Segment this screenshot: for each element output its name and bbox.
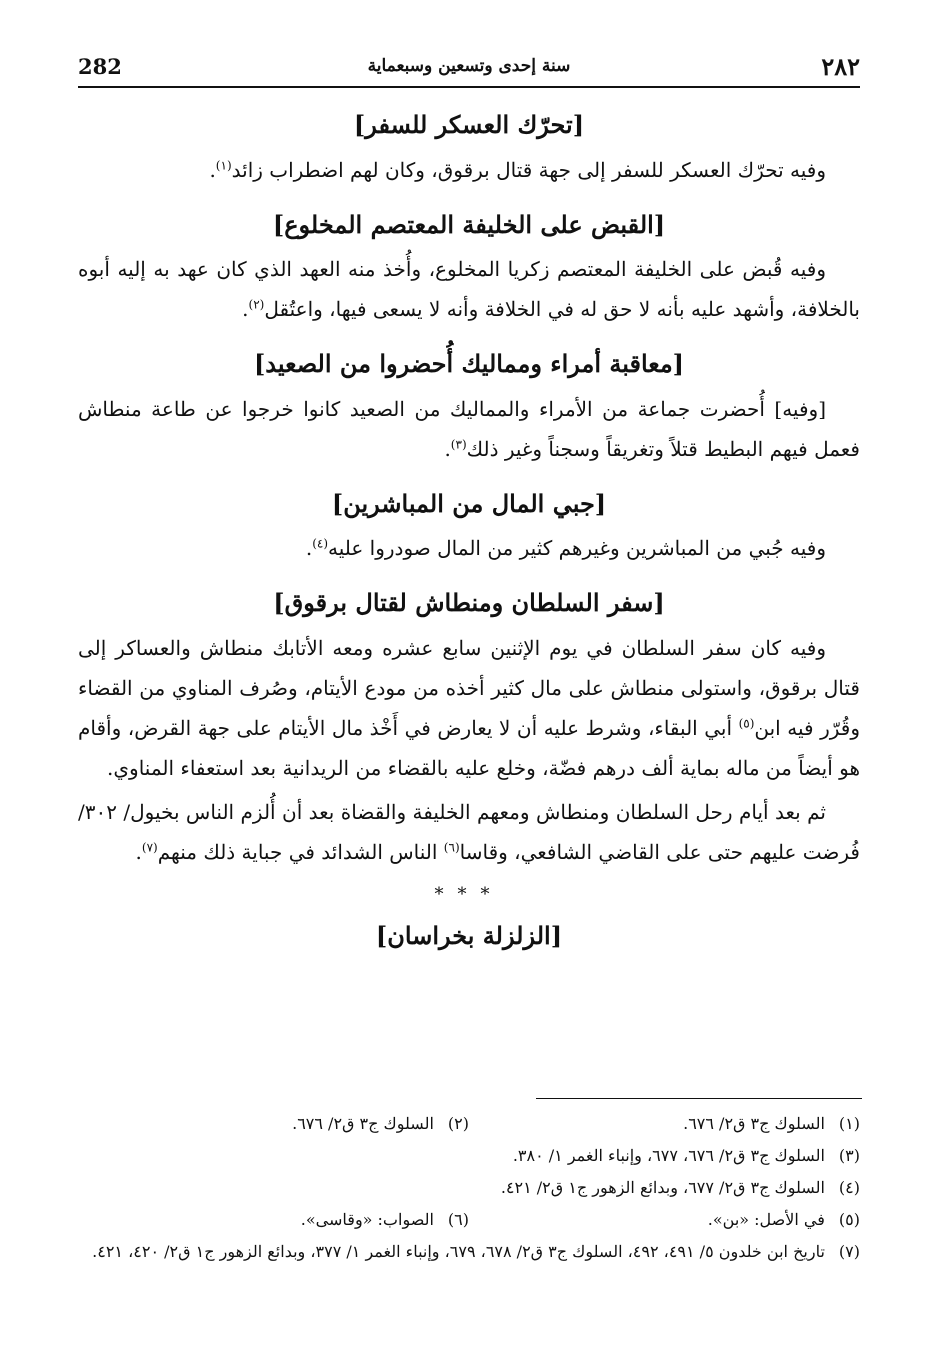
footnote-ref: (٦) (443, 840, 460, 855)
footnote: (٦) الصواب: «وقاسى». (300, 1210, 469, 1229)
section-heading: [جبي المال من المباشرين] (331, 488, 607, 518)
footnote-ref: (٥) (738, 716, 755, 731)
paragraph: [وفيه] أُحضرت جماعة من الأمراء والمماليك من الصعيد كانوا خرجوا عن طاعة منطاش فعمل فيهم البطيط قتلاً وتغريقاً وسجناً وغير ذلك$^{(٣)}$. (78, 396, 860, 461)
footnote-row (78, 1236, 860, 1268)
section-heading: [الزلزلة بخراسان] (375, 920, 563, 950)
page-number-latin: 282 (78, 54, 122, 79)
footnote-ref: (٣) (450, 437, 467, 452)
footnote: (٧) تاريخ ابن خلدون ٥/ ٤٩١، ٤٩٢، السلوك ج٣ ق٢/ ٦٧٨، ٦٧٩، وإنباء الغمر ١/ ٣٧٧، وبدائع الزهور ج١ ق٢/ ٤٢٠، ٤٢١. (92, 1242, 860, 1261)
section-heading: [سفر السلطان ومنطاش لقتال برقوق] (273, 588, 665, 618)
paragraph: وفيه تحرّك العسكر للسفر إلى جهة قتال برقوق، وكان لهم اضطراب زائد$^{(١)}$. (209, 157, 826, 182)
footnote-ref: (١) (215, 157, 232, 172)
footnotes (78, 1108, 860, 1268)
footnote-divider (536, 1098, 862, 1099)
footnote-ref: (٧) (141, 840, 158, 855)
footnote-ref: (٢) (248, 297, 265, 312)
page-header (78, 50, 860, 88)
paragraph: وفيه قُبض على الخليفة المعتصم زكريا المخلوع، وأُخذ منه العهد الذي كان عهد به إليه أبوه بالخلافة، وأشهد عليه بأنه لا حق له في الخلافة وأنه لا يسعى فيها، واعتُقل$^{(٢)}$. (78, 257, 860, 322)
footnote-row (78, 1172, 860, 1204)
footnote-ref: (٤) (312, 536, 329, 551)
footnote: (٤) السلوك ج٣ ق٢/ ٦٧٧، وبدائع الزهور ج١ ق٢/ ٤٢١. (500, 1178, 860, 1197)
footnote-row (78, 1204, 860, 1236)
paragraph: ثم بعد أيام رحل السلطان ومنطاش ومعهم الخليفة والقضاة بعد أن أُلزم الناس بخيول/ ٣٠٢/ فُرضت عليهم حتى على القاضي الشافعي، وقاسا$^{(٦)}$ الناس الشدائد في جباية ذلك منهم$^{(٧)}$. (78, 799, 860, 864)
paragraph: وفيه كان سفر السلطان في يوم الإثنين سابع عشره ومعه الأتابك منطاش والعساكر إلى قتال برقوق، واستولى منطاش على مال كثير أخذه من مودع الأيتام، وصُرف المناوي من القضاء وقُرّر فيه ابن$^{(٥)}$ أبي البقاء، وشرط عليه أن لا يعارض في أَخْذ مال الأيتام على جهة القرض، وأقام هو أيضاً من ماله بماية ألف درهم فضّة، وخلع عليه بالقضاء من الريدانية بعد استعفاء المناوي. (78, 635, 860, 780)
footnote-row (78, 1140, 860, 1172)
footnote: (٥) في الأصل: «بن». (707, 1210, 860, 1229)
footnote: (٢) السلوك ج٣ ق٢/ ٦٧٦. (292, 1114, 469, 1133)
section-heading: [تحرّك العسكر للسفر] (353, 110, 585, 139)
section-heading: [معاقبة أمراء ومماليك أُحضروا من الصعيد] (253, 349, 685, 379)
section-heading: [القبض على الخليفة المعتصم المخلوع] (272, 209, 666, 239)
running-title: سنة إحدى وتسعين وسبعماية (367, 56, 571, 76)
footnote-row (78, 1108, 860, 1140)
main-text (78, 108, 860, 953)
page-number-arabic: ٢٨٢ (821, 52, 860, 81)
footnote: (٣) السلوك ج٣ ق٢/ ٦٧٦، ٦٧٧، وإنباء الغمر ١/ ٣٨٠. (512, 1146, 860, 1165)
footnote: (١) السلوك ج٣ ق٢/ ٦٧٦. (683, 1114, 860, 1133)
separator-asterisks: *** (434, 883, 504, 905)
paragraph: وفيه جُبي من المباشرين وغيرهم كثير من المال صودروا عليه$^{(٤)}$. (305, 536, 826, 561)
